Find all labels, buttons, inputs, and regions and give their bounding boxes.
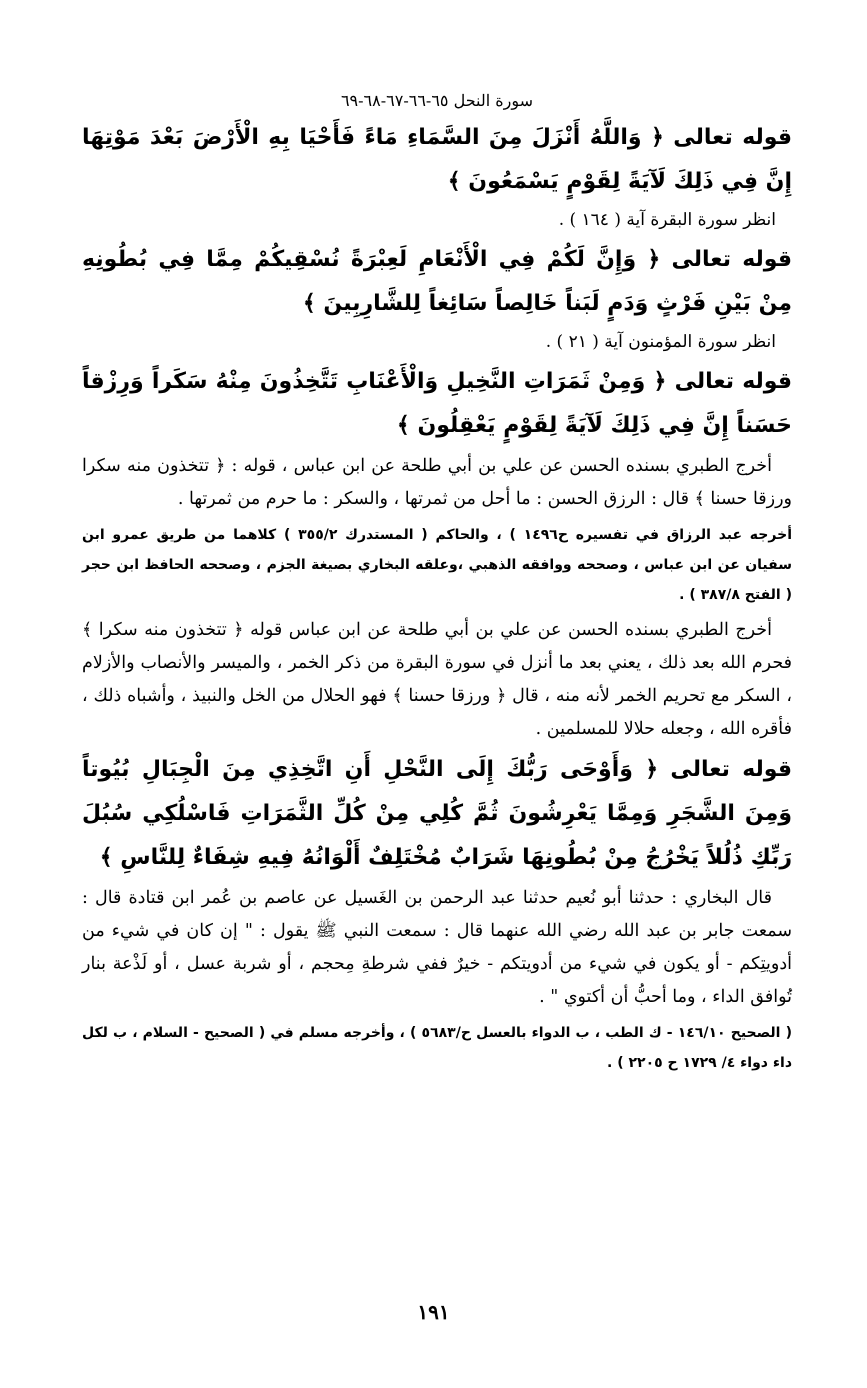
reference-66: انظر سورة المؤمنون آية ( ٢١ ) . xyxy=(545,332,776,352)
footnote-69-takhrij: ( الصحيح ١٤٦/١٠ - ك الطب ، ب الدواء بالعسل ح/٥٦٨٣ ) ، وأخرجه مسلم في ( الصحيح - السلام ، ب لكل داء دواء ٤/ ١٧٢٩ ح ٢٢٠٥ ) . xyxy=(82,1025,792,1071)
footnote-67-takhrij: أخرجه عبد الرزاق في تفسيره ح١٤٩٦ ) ، والحاكم ( المستدرك ٣٥٥/٢ ) كلاهما من طريق عمرو ابن سفيان عن ابن عباس ، وصححه ووافقه الذهبي ،وعلقه البخاري بصيغة الجزم ، وصححه الحافظ ابن حجر ( الفتح ٣٨٧/٨ ) . xyxy=(82,527,792,603)
page-content xyxy=(82,88,792,1082)
verse-68-69: قوله تعالى ﴿ وَأَوْحَى رَبُّكَ إِلَى النَّحْلِ أَنِ اتَّخِذِي مِنَ الْجِبَالِ بُيُوتاً وَمِنَ الشَّجَرِ وَمِمَّا يَعْرِشُونَ ثُمَّ كُلِي مِنْ كُلِّ الثَّمَرَاتِ فَاسْلُكِي سُبُلَ رَبِّكِ ذُلُلاً يَخْرُجُ مِنْ بُطُونِهَا شَرَابٌ مُخْتَلِفٌ أَلْوَانُهُ فِيهِ شِفَاءٌ لِلنَّاسِ ﴾ xyxy=(82,757,792,870)
page-header: سورة النحل ٦٥-٦٦-٦٧-٦٨-٦٩ xyxy=(340,91,534,110)
commentary-69-bukhari: قال البخاري : حدثنا أبو نُعيم حدثنا عبد الرحمن بن الغَسيل عن عاصم بن عُمر ابن قتادة قال : سمعت جابر بن عبد الله رضي الله عنهما قال : سمعت النبي ﷺ يقول : " إن كان في شيء من أدويتِكم - أو يكون في شيء من أدويتكم - خيرٌ ففي شرطةِ مِحجم ، أو شربة عسل ، أو لَذْعة بنار تُوافق الداء ، وما أحبُّ أن أكتوي " . xyxy=(82,888,792,1007)
verse-65: قوله تعالى ﴿ وَاللَّهُ أَنْزَلَ مِنَ السَّمَاءِ مَاءً فَأَحْيَا بِهِ الْأَرْضَ بَعْدَ مَوْتِهَا إِنَّ فِي ذَلِكَ لَآيَةً لِقَوْمٍ يَسْمَعُونَ ﴾ xyxy=(82,125,792,194)
page-number: ١٩١ xyxy=(417,1300,450,1324)
verse-67: قوله تعالى ﴿ وَمِنْ ثَمَرَاتِ النَّخِيلِ وَالْأَعْنَابِ تَتَّخِذُونَ مِنْهُ سَكَراً وَرِزْقاً حَسَناً إِنَّ فِي ذَلِكَ لَآيَةً لِقَوْمٍ يَعْقِلُونَ ﴾ xyxy=(82,369,792,438)
commentary-67-tabari-2: أخرج الطبري بسنده الحسن عن علي بن أبي طلحة عن ابن عباس قوله ﴿ تتخذون منه سكرا ﴾ فحرم الله بعد ذلك ، يعني بعد ما أنزل في سورة البقرة من ذكر الخمر ، والميسر والأنصاب والأزلام ، السكر مع تحريم الخمر لأنه منه ، قال ﴿ ورزقا حسنا ﴾ فهو الحلال من الخل والنبيذ ، وأشباه ذلك ، فأقره الله ، وجعله حلالا للمسلمين . xyxy=(82,620,792,739)
verse-66: قوله تعالى ﴿ وَإِنَّ لَكُمْ فِي الْأَنْعَامِ لَعِبْرَةً نُسْقِيكُمْ مِمَّا فِي بُطُونِهِ مِنْ بَيْنِ فَرْثٍ وَدَمٍ لَبَناً خَالِصاً سَائِغاً لِلشَّارِبِينَ ﴾ xyxy=(82,247,792,316)
reference-65: انظر سورة البقرة آية ( ١٦٤ ) . xyxy=(558,210,776,230)
commentary-67-tabari-1: أخرج الطبري بسنده الحسن عن علي بن أبي طلحة عن ابن عباس ، قوله : ﴿ تتخذون منه سكرا ورزقا حسنا ﴾ قال : الرزق الحسن : ما أحل من ثمرتها ، والسكر : ما حرم من ثمرتها . xyxy=(82,456,792,509)
